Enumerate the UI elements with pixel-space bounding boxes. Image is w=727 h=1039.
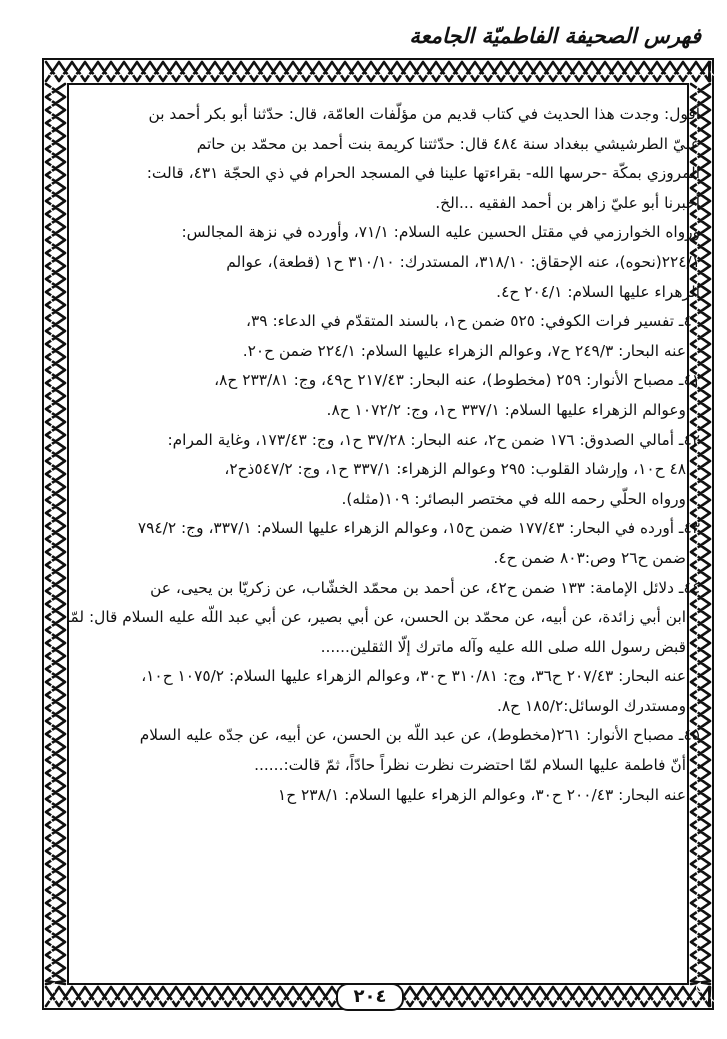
- entry-42-line-2: ٤٨ ح١٠، وإرشاد القلوب: ٢٩٥ وعوالم الزهراء: ٣٣٧/١ ح١، وج: ٥٤٧/٢ذح٢،: [224, 460, 686, 479]
- entry-44-line-2: ابن أبي زائدة، عن أبيه، عن محمّد بن الحسن، عن أبي بصير، عن أبي عبد اللّه عليه السلام قال: لمّا: [65, 608, 686, 627]
- document-body: [65, 100, 700, 960]
- entry-42-line-1: ٤٢ـ أمالي الصدوق: ١٧٦ ضمن ح٢، عنه البحار: ٣٧/٢٨ ح١، وج: ١٧٣/٤٣، وغاية المرام:: [167, 430, 700, 449]
- entry-45-line-1: ٤٥ـ مصباح الأنوار: ٢٦١(مخطوط)، عن عبد اللّه بن الحسن، عن أبيه، عن جدّه عليه السلام: [139, 726, 700, 745]
- entry-43-line-2: ضمن ح٢٦ وص:٨٠٣ ضمن ح٤.: [493, 548, 686, 567]
- page-number: ٢٠٤: [336, 983, 404, 1011]
- entry-45-line-2: أنّ فاطمة عليها السلام لمّا احتضرت نظرت نظراً حادّاً، ثمّ قالت:......: [254, 756, 686, 775]
- entry-43-line-1: ٤٣ـ أورده في البحار: ١٧٧/٤٣ ضمن ح١٥، وعوالم الزهراء عليها السلام: ٣٣٧/١، وج: ٧٩٤/٢: [137, 519, 700, 538]
- entry-44-line-3: قبض رسول الله صلى الله عليه وآله ماترك إلّا الثقلين......: [320, 637, 686, 656]
- entry-44-line-5: ومستدرك الوسائل:١٨٥/٢ ح٨.: [496, 696, 686, 715]
- entry-45-line-3: عنه البحار: ٢٠٠/٤٣ ح٣٠، وعوالم الزهراء عليها السلام: ٢٣٨/١ ح١: [277, 785, 686, 804]
- entry-41-line-2: وعوالم الزهراء عليها السلام: ٣٣٧/١ ح١، وج: ١٠٧٢/٢ ح٨.: [326, 400, 686, 419]
- text-line-7: الزهراء عليها السلام: ٢٠٤/١ ح٤.: [496, 282, 700, 301]
- text-line-4: أخبرنا أبو عليّ زاهر بن أحمد الفقيه ...الخ.: [435, 193, 700, 212]
- entry-44-line-4: عنه البحار: ٢٠٧/٤٣ ح٣٦، وج: ٣١٠/٨١ ح٣٠، وعوالم الزهراء عليها السلام: ١٠٧٥/٢ ح١٠،: [141, 667, 686, 686]
- text-line-2: عليّ الطرشيشي ببغداد سنة ٤٨٤ قال: حدّثتنا كريمة بنت أحمد بن محمّد بن حاتم: [196, 134, 700, 153]
- page-header-title: فهرس الصحيفة الفاطميّة الجامعة: [409, 23, 701, 48]
- entry-44-line-1: ٤٤ـ دلائل الإمامة: ١٣٣ ضمن ح٤٢، عن أحمد بن محمّد الخشّاب، عن زكريّا بن يحيى، عن: [150, 578, 700, 597]
- entry-41-line-1: ٤١ـ مصباح الأنوار: ٢٥٩ (مخطوط)، عنه البحار: ٢١٧/٤٣ ح٤٩، وج: ٢٣٣/٨١ ح٨،: [214, 371, 700, 390]
- entry-40-line-2: عنه البحار: ٢٤٩/٣ ح٧، وعوالم الزهراء عليها السلام: ٢٢٤/١ ضمن ح٢٠.: [242, 341, 686, 360]
- text-line-6: ٢٢٤/١(نحوه)، عنه الإحقاق: ٣١٨/١٠، المستدرك: ٣١٠/١٠ ح١ (قطعة)، عوالم: [226, 252, 700, 271]
- text-line-5: ورواه الخوارزمي في مقتل الحسين عليه السلام: ٧١/١، وأورده في نزهة المجالس:: [181, 223, 700, 242]
- text-line-3: المروزي بمكّة -حرسها الله- بقراءتها علينا في المسجد الحرام في ذي الحجّة ٤٣١، قالت:: [146, 164, 700, 183]
- entry-40-line-1: ٤٠ـ تفسير فرات الكوفي: ٥٢٥ ضمن ح١، بالسند المتقدّم في الدعاء: ٣٩،: [246, 312, 700, 331]
- entry-42-line-3: ورواه الحلّي رحمه الله في مختصر البصائر: ١٠٩(مثله).: [341, 489, 686, 508]
- text-line-1: أقول: وجدت هذا الحديث في كتاب قديم من مؤلّفات العامّة، قال: حدّثنا أبو بكر أحمد بن: [148, 105, 700, 123]
